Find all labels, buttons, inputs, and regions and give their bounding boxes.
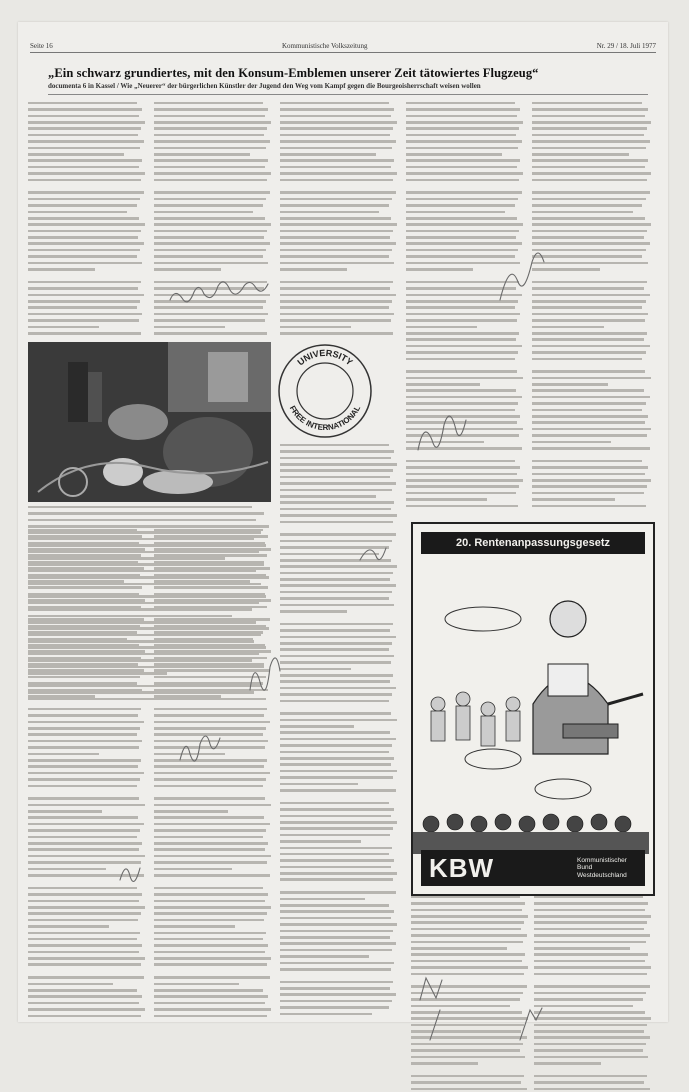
text-column-3: [280, 100, 398, 338]
poster-title: 20. Rentenanpassungsgesetz: [421, 532, 645, 554]
page-header: [30, 34, 656, 53]
kbw-logo: KBW: [429, 852, 495, 883]
illegible-text: [280, 442, 398, 1017]
photo-image: [28, 342, 271, 502]
text-column-2-lower: [154, 527, 272, 1022]
stamp-text-top: UNIVERSITY: [295, 347, 355, 368]
illegible-text: [154, 100, 272, 336]
svg-text:FREE INTERNATIONAL: [288, 404, 362, 432]
text-column-3-lower: [280, 442, 398, 1022]
kbw-organisation: [577, 857, 637, 880]
article-headline: „Ein schwarz grundiertes, mit den Konsum-Emblemen unserer Zeit tätowiertes Flugzeug“: [48, 66, 539, 80]
article-subhead: documenta 6 in Kassel / Wie „Neuerer“ der bürgerlichen Künstler der Jugend den Weg vom Kampf gegen die Bourgeoisherrschaft weisen wollen: [48, 82, 648, 95]
issue-date: Nr. 29 / 18. Juli 1977: [596, 42, 656, 50]
text-column-4: [406, 100, 524, 510]
stamp-text-bottom: FREE INTERNATIONAL: [287, 404, 363, 433]
text-column-1-lower: [28, 527, 146, 1022]
newspaper-page: [18, 22, 668, 1022]
org-line-1: Kommunistischer: [577, 856, 627, 864]
org-line-2: Bund: [577, 864, 593, 872]
university-stamp: [276, 342, 374, 440]
documenta-photo: [28, 342, 271, 502]
illegible-text: [406, 100, 524, 509]
kbw-poster: [411, 522, 655, 896]
illegible-text: [28, 100, 146, 336]
contents-box-left: [411, 894, 529, 1092]
illegible-text: [154, 527, 272, 1019]
text-column-5: [532, 100, 652, 510]
illegible-text: [532, 100, 652, 509]
page-number: Seite 16: [30, 42, 53, 50]
illegible-text: [411, 894, 529, 1092]
illegible-text: [534, 894, 652, 1092]
poster-footer: [421, 850, 645, 886]
illegible-text: [28, 527, 146, 1019]
contents-box-right: [534, 894, 652, 1092]
poster-illustration: [413, 554, 649, 854]
newspaper-name: Kommunistische Volkszeitung: [281, 42, 368, 50]
svg-text:UNIVERSITY: [295, 348, 354, 368]
text-column-2: [154, 100, 272, 338]
illegible-text: [280, 100, 398, 336]
text-column-1: [28, 100, 146, 338]
org-line-3: Westdeutschland: [577, 871, 627, 879]
